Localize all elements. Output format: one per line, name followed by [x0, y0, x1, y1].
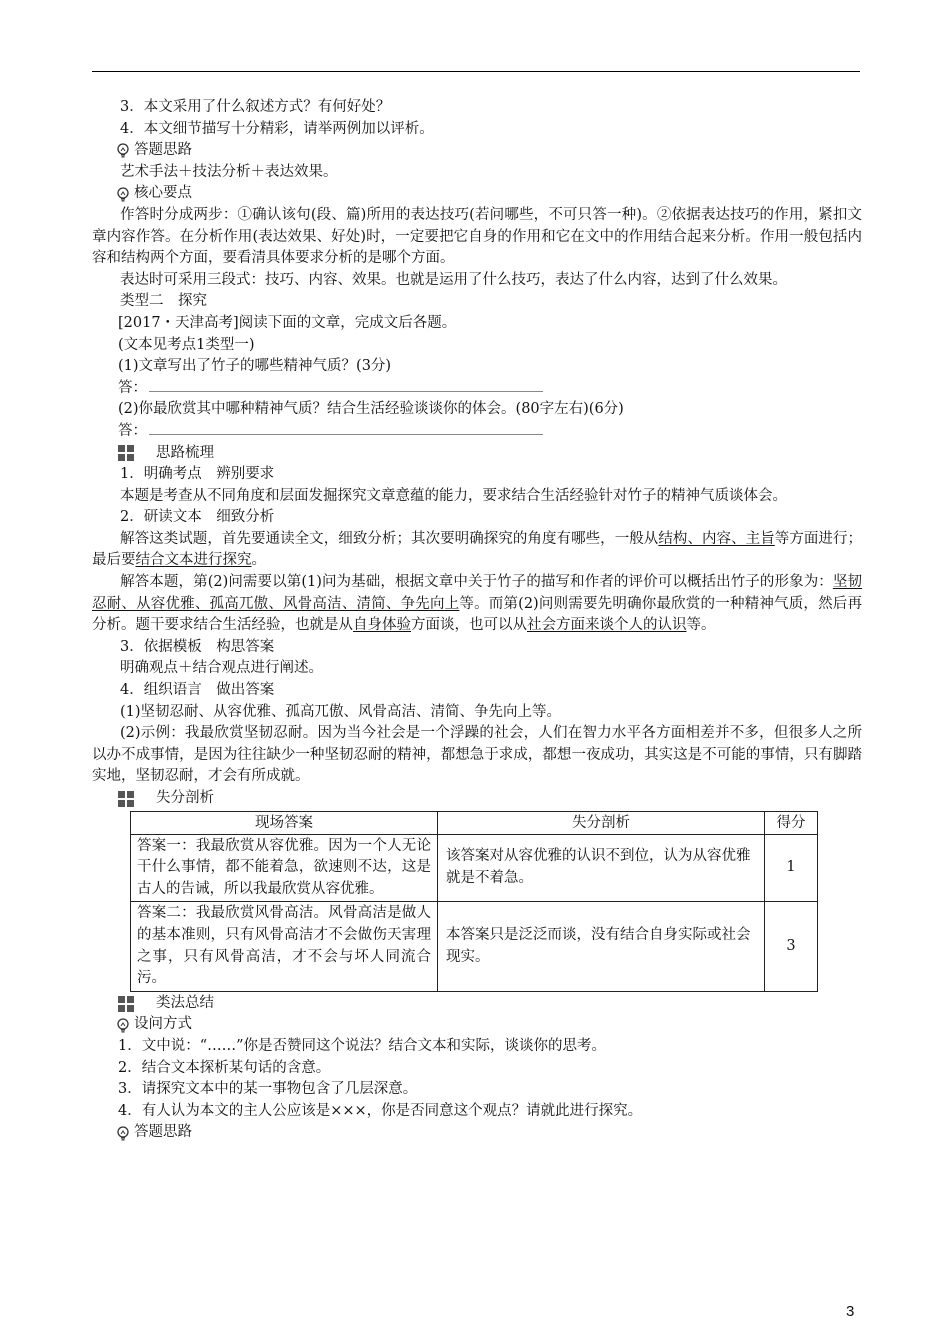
text-reference: (文本见考点1类型一) — [118, 336, 255, 353]
section-reasoning — [116, 443, 862, 465]
answer-blank-1: 答： — [118, 378, 862, 400]
step-1-paragraph: 本题是考查从不同角度和层面发掘探究文章意蕴的能力，要求结合生活经验针对竹子的精神气质谈体会。 — [120, 487, 787, 504]
page-number: 3 — [846, 1303, 855, 1320]
grid-square-icon — [118, 996, 134, 1012]
heading-text: 核心要点 — [134, 185, 192, 202]
step-4-title: 4．组织语言 做出答案 — [120, 682, 275, 699]
step-2-paragraph-2: 解答本题，第(2)问需要以第(1)问为基础，根据文章中关于竹子的描写和作者的评价可以概括出竹子的形象为：坚韧忍耐、从容优雅、孤高兀傲、风骨高洁、清简、争先向上等。而第(2)问则需要先明确你最欣赏的一种精神气质，然后再分析。题干要求结合生活经验，也就是从自身体验方面谈，也可以从社会方面来谈个人的认识等。 — [92, 574, 863, 634]
key-points-paragraph-1: 作答时分成两步：①确认该句(段、篇)所用的表达技巧(若问哪些，不可只答一种)。②依据表达技巧的作用，紧扣文章内容作答。在分析作用(表达效果、好处)时，一定要把它自身的作用和它在文中的作用结合起来分析。作用一般包括内容和结构两个方面，要看清具体要求分析的是哪个方面。 — [92, 206, 862, 267]
analysis-cell: 本答案只是泛泛而谈，没有结合自身实际或社会现实。 — [438, 902, 765, 991]
step-3-title: 3．依据模板 构思答案 — [120, 638, 275, 655]
question-form-2: 2．结合文本探析某句话的含意。 — [118, 1059, 331, 1076]
question-3: 3．本文采用了什么叙述方式？有何好处？ — [120, 99, 391, 115]
section-question-forms — [116, 1014, 862, 1036]
step-1-title: 1．明确考点 辨别要求 — [120, 466, 275, 483]
heading-text: 类法总结 — [156, 994, 214, 1011]
heading-text: 设问方式 — [134, 1016, 192, 1033]
answer-underline[interactable] — [149, 379, 543, 392]
sub-question-1: (1)文章写出了竹子的哪些精神气质？(3分) — [118, 358, 392, 375]
grid-square-icon — [118, 445, 134, 461]
section-point-loss — [116, 788, 862, 810]
approach-text: 艺术手法＋技法分析＋表达效果。 — [120, 163, 338, 180]
grid-square-icon — [118, 791, 134, 807]
question-form-1: 1．文中说：“……”你是否赞同这个说法？结合文本和实际，谈谈你的思考。 — [118, 1037, 607, 1054]
answer-underline[interactable] — [149, 422, 543, 435]
column-header: 失分剖析 — [438, 811, 765, 834]
lightbulb-icon — [116, 143, 130, 158]
answer-cell: 答案二：我最欣赏风骨高洁。风骨高洁是做人的基本准则，只有风骨高洁才不会做伤天害理之事，只有风骨高洁，才不会与坏人同流合污。 — [131, 902, 438, 991]
analysis-cell: 该答案对从容优雅的认识不到位，认为从容优雅就是不着急。 — [438, 834, 765, 902]
answer-blank-2: 答： — [118, 421, 862, 443]
source-line: [2017・天津高考]阅读下面的文章，完成文后各题。 — [118, 314, 457, 331]
table-row — [131, 902, 818, 991]
table-header-row — [131, 811, 818, 834]
score-cell: 1 — [765, 834, 818, 902]
header-rule — [92, 71, 860, 72]
document-body — [92, 97, 863, 1144]
lightbulb-icon — [116, 1126, 130, 1141]
sub-question-2: (2)你最欣赏其中哪种精神气质？结合生活经验谈谈你的体会。(80字左右)(6分) — [118, 401, 624, 418]
heading-text: 答题思路 — [134, 142, 192, 159]
answer-2: (2)示例：我最欣赏坚韧忍耐。因为当今社会是一个浮躁的社会，人们在智力水平各方面相差并不多，但很多人之所以办不成事情，是因为往往缺少一种坚韧忍耐的精神，都想急于求成，都想一夜成功，其实这是不可能的事情，只有脚踏实地，坚韧忍耐，才会有所成就。 — [92, 725, 862, 785]
lightbulb-icon — [116, 187, 130, 202]
table-row — [131, 834, 818, 902]
step-2-title: 2．研读文本 细致分析 — [120, 509, 275, 526]
question-form-3: 3．请探究文本中的某一事物包含了几层深意。 — [118, 1081, 418, 1098]
section-answer-approach — [116, 140, 862, 162]
question-form-4: 4．有人认为本文的主人公应该是×××，你是否同意这个观点？请就此进行探究。 — [118, 1102, 643, 1119]
type-2-title: 类型二 探究 — [120, 293, 207, 310]
step-2-paragraph-1: 解答这类试题，首先要通读全文，细致分析；其次要明确探究的角度有哪些，一般从结构、内容、主旨等方面进行；最后要结合文本进行探究。 — [92, 530, 863, 569]
question-4: 4．本文细节描写十分精彩，请举两例加以评析。 — [120, 120, 434, 137]
lightbulb-icon — [116, 1018, 130, 1033]
column-header: 现场答案 — [131, 811, 438, 834]
step-3-text: 明确观点＋结合观点进行阐述。 — [120, 660, 323, 677]
heading-text: 失分剖析 — [156, 790, 214, 806]
section-method-summary — [116, 993, 862, 1015]
column-header: 得分 — [765, 811, 818, 834]
score-cell: 3 — [765, 902, 818, 991]
key-points-paragraph-2: 表达时可采用三段式：技巧、内容、效果。也就是运用了什么技巧，表达了什么内容，达到了什么效果。 — [120, 271, 787, 288]
section-answer-approach-2 — [116, 1122, 862, 1144]
answer-cell: 答案一：我最欣赏从容优雅。因为一个人无论干什么事情，都不能着急，欲速则不达，这是古人的告诫，所以我最欣赏从容优雅。 — [131, 834, 438, 902]
section-key-points — [116, 183, 862, 205]
heading-text: 思路梳理 — [156, 444, 214, 461]
point-loss-table — [130, 811, 818, 992]
answer-1: (1)坚韧忍耐、从容优雅、孤高兀傲、风骨高洁、清简、争先向上等。 — [120, 703, 562, 720]
heading-text: 答题思路 — [134, 1124, 192, 1141]
